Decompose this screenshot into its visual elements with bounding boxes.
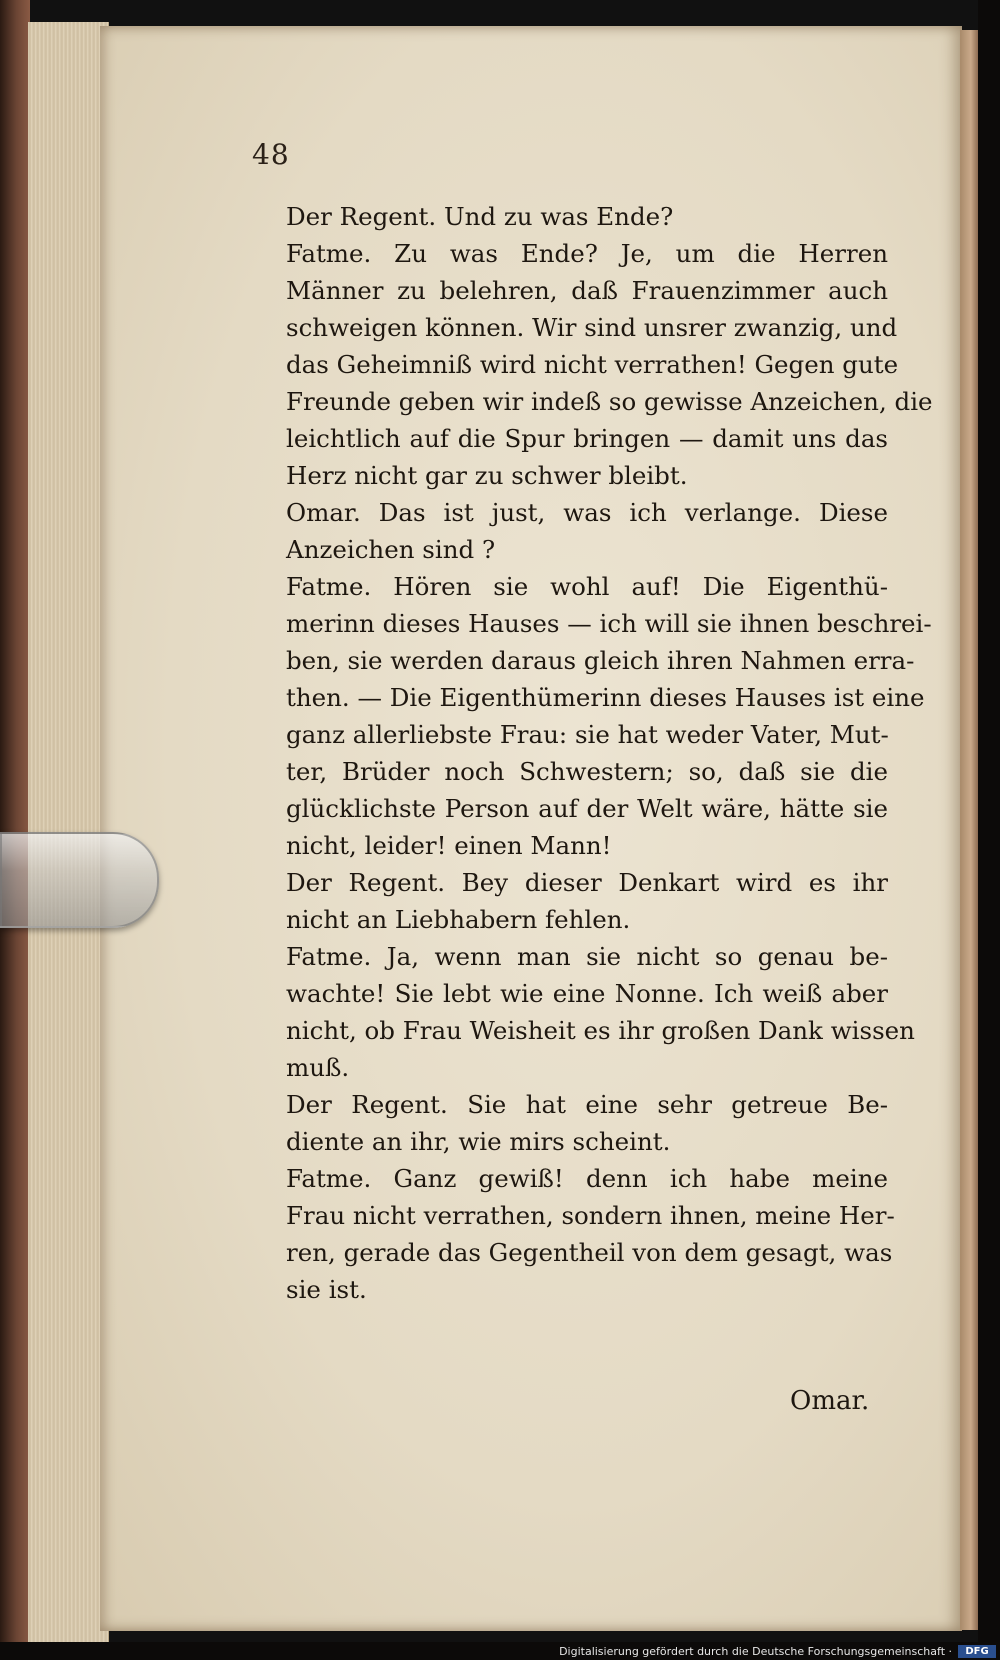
text-line: nicht, ob Frau Weisheit es ihr großen Dank wissen — [286, 1016, 915, 1045]
text-line: Freunde geben wir indeß so gewisse Anzeichen, die — [286, 387, 933, 416]
text-line: ter, Brüder noch Schwestern; so, daß sie die — [286, 757, 888, 786]
book-spine — [0, 0, 30, 1660]
text-line: Fatme. Ganz gewiß! denn ich habe meine — [286, 1164, 888, 1193]
text-line: ganz allerliebste Frau: sie hat weder Vater, Mut- — [286, 720, 889, 749]
text-line: Der Regent. Sie hat eine sehr getreue Be- — [286, 1090, 888, 1119]
text-line: ben, sie werden daraus gleich ihren Nahmen erra- — [286, 646, 915, 675]
footer-credit: Digitalisierung gefördert durch die Deutsche Forschungsgemeinschaft · — [559, 1645, 952, 1658]
text-line: ren, gerade das Gegentheil von dem gesagt, was — [286, 1238, 893, 1267]
text-line: Männer zu belehren, daß Frauenzimmer auch — [286, 276, 888, 305]
page-text — [286, 198, 933, 1308]
text-line: Omar. Das ist just, was ich verlange. Diese — [286, 498, 888, 527]
text-line: das Geheimniß wird nicht verrathen! Gegen gute — [286, 350, 899, 379]
catchword: Omar. — [790, 1386, 870, 1416]
text-line: Anzeichen sind ? — [286, 535, 496, 564]
text-line: Der Regent. Und zu was Ende? — [286, 202, 674, 231]
page-number: 48 — [252, 138, 290, 171]
text-line: sie ist. — [286, 1275, 367, 1304]
text-line: Der Regent. Bey dieser Denkart wird es ihr — [286, 868, 888, 897]
text-line: nicht an Liebhabern fehlen. — [286, 905, 631, 934]
text-line: merinn dieses Hauses — ich will sie ihnen beschrei- — [286, 609, 932, 638]
text-line: Fatme. Zu was Ende? Je, um die Herren — [286, 239, 888, 268]
text-line: diente an ihr, wie mirs scheint. — [286, 1127, 671, 1156]
text-line: glücklichste Person auf der Welt wäre, hätte sie — [286, 794, 888, 823]
right-page-edge — [960, 30, 978, 1630]
text-line: leichtlich auf die Spur bringen — damit uns das — [286, 424, 888, 453]
text-line: Fatme. Ja, wenn man sie nicht so genau be- — [286, 942, 888, 971]
text-line: then. — Die Eigenthümerinn dieses Hauses ist eine — [286, 683, 925, 712]
text-line: muß. — [286, 1053, 350, 1082]
text-line: Fatme. Hören sie wohl auf! Die Eigenthü- — [286, 572, 888, 601]
text-line: Herz nicht gar zu schwer bleibt. — [286, 461, 688, 490]
text-line: schweigen können. Wir sind unsrer zwanzig, und — [286, 313, 898, 342]
text-line: nicht, leider! einen Mann! — [286, 831, 612, 860]
text-line: wachte! Sie lebt wie eine Nonne. Ich weiß aber — [286, 979, 888, 1008]
dfg-logo: DFG — [958, 1645, 996, 1658]
page-clip — [0, 832, 159, 928]
text-line: Frau nicht verrathen, sondern ihnen, meine Her- — [286, 1201, 895, 1230]
footer-bar — [0, 1642, 1000, 1660]
background-right — [978, 0, 1000, 1660]
